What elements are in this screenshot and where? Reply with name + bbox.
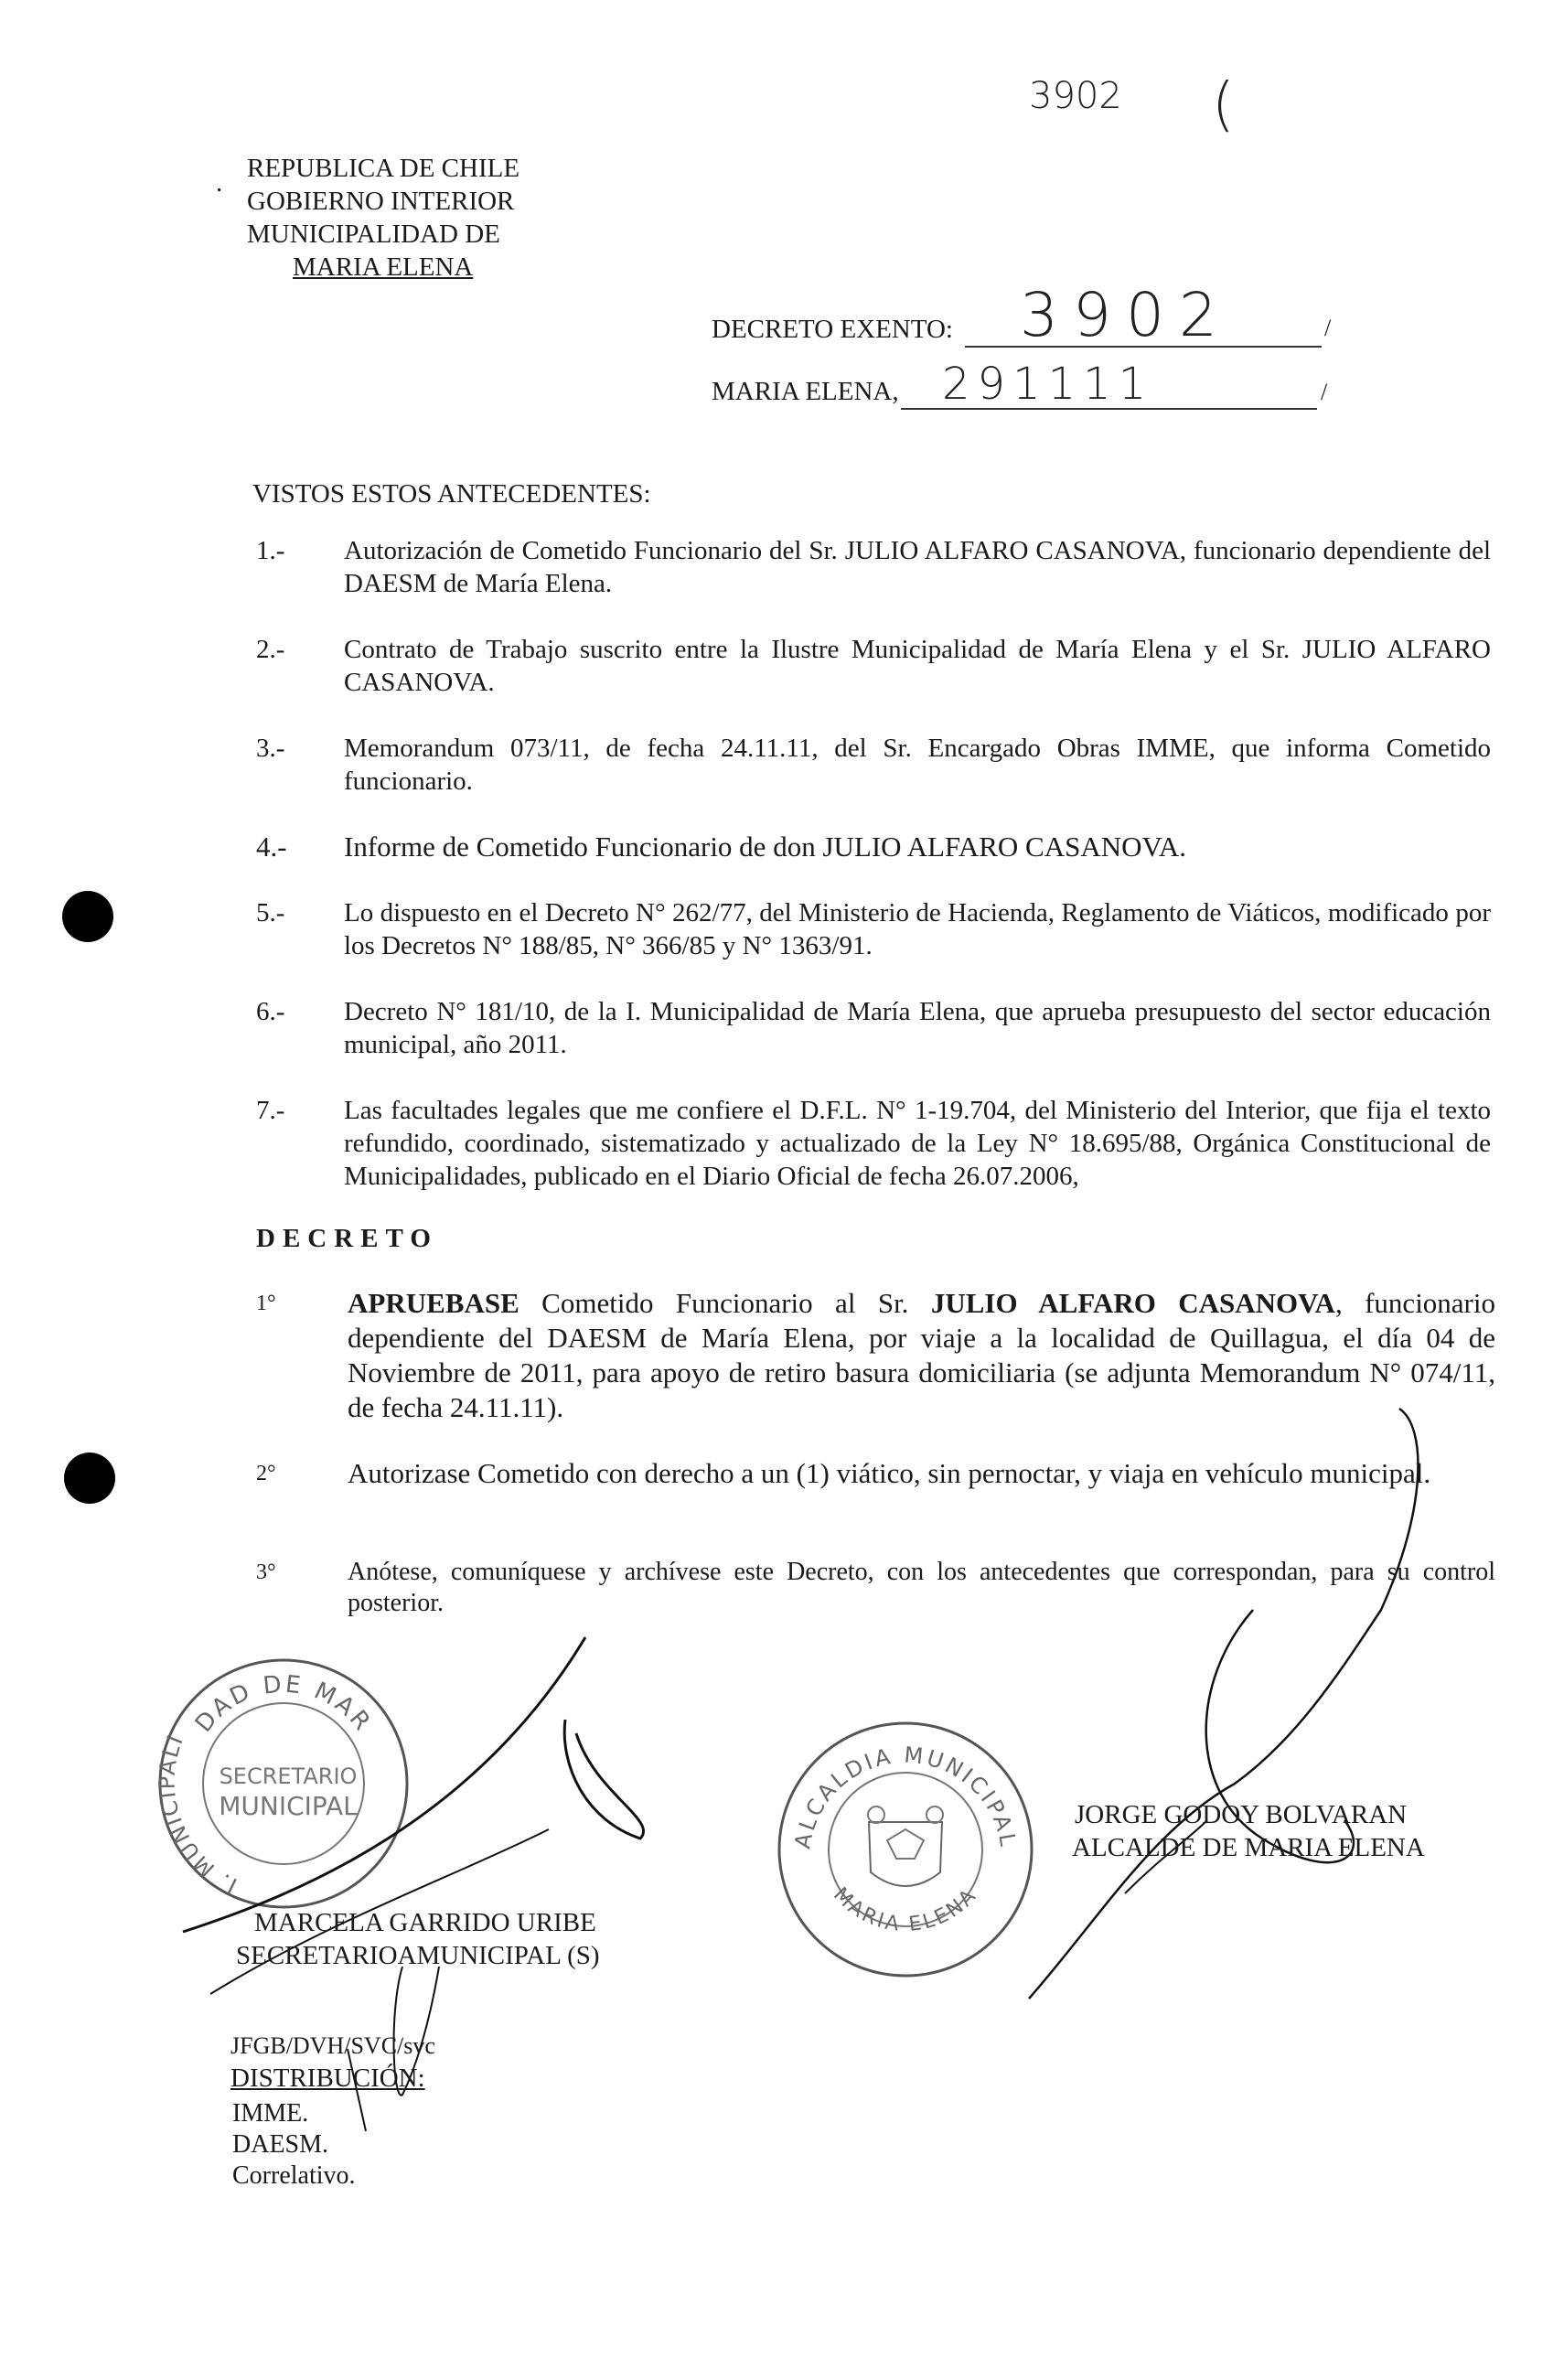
decree-number-slash: /	[1324, 315, 1332, 341]
mayor-stamp-top: ALCALDIA MUNICIPAL	[789, 1742, 1022, 1851]
decree-date-value: 291111	[942, 359, 1154, 410]
antecedents-heading: VISTOS ESTOS ANTECEDENTES:	[252, 479, 651, 509]
decree-heading: DECRETO	[256, 1224, 438, 1253]
secretary-stamp-left: I. MUNICIPALI	[154, 1730, 241, 1899]
letterhead-city: MARIA ELENA	[293, 252, 474, 282]
initials: JFGB/DVH/SVC/svc	[230, 2032, 435, 2059]
distribution-recipient: Correlativo.	[232, 2161, 356, 2190]
mayor-stamp-bottom: MARIA ELENA	[829, 1883, 982, 1936]
decree-place-label: MARIA ELENA,	[712, 377, 899, 406]
secretary-stamp-inner2: MUNICIPAL	[219, 1791, 358, 1821]
secretary-stamp-inner1: SECRETARIO	[219, 1764, 358, 1789]
letterhead	[247, 152, 519, 284]
letterhead-country: REPUBLICA DE CHILE	[247, 154, 520, 183]
mayor-stamp	[768, 1712, 1043, 1987]
letterhead-government: GOBIERNO INTERIOR	[247, 187, 515, 216]
decree-number-value: 3902	[1020, 280, 1232, 350]
distribution-label: DISTRIBUCIÓN:	[230, 2064, 425, 2093]
decree-date-slash: /	[1321, 379, 1328, 405]
stray-dot: .	[216, 168, 223, 198]
punch-hole	[64, 1453, 115, 1504]
secretary-stamp	[146, 1646, 421, 1921]
distribution-list	[232, 2098, 356, 2192]
secretary-title: SECRETARIOAMUNICIPAL (S)	[236, 1941, 600, 1970]
handwritten-number: 3902	[1029, 75, 1122, 117]
mayor-title: ALCALDE DE MARIA ELENA	[1072, 1833, 1425, 1862]
punch-hole	[62, 891, 113, 942]
mayor-name: JORGE GODOY BOLVARAN	[1075, 1800, 1408, 1829]
secretary-name: MARCELA GARRIDO URIBE	[254, 1908, 596, 1937]
letterhead-municipality: MUNICIPALIDAD DE	[247, 220, 500, 249]
decree-number-label: DECRETO EXENTO:	[712, 315, 953, 344]
distribution-recipient: DAESM.	[232, 2130, 329, 2159]
distribution-recipient: IMME.	[232, 2099, 309, 2128]
handwritten-mark: (	[1212, 71, 1235, 139]
secretary-stamp-top: DAD DE MAR	[189, 1670, 378, 1738]
